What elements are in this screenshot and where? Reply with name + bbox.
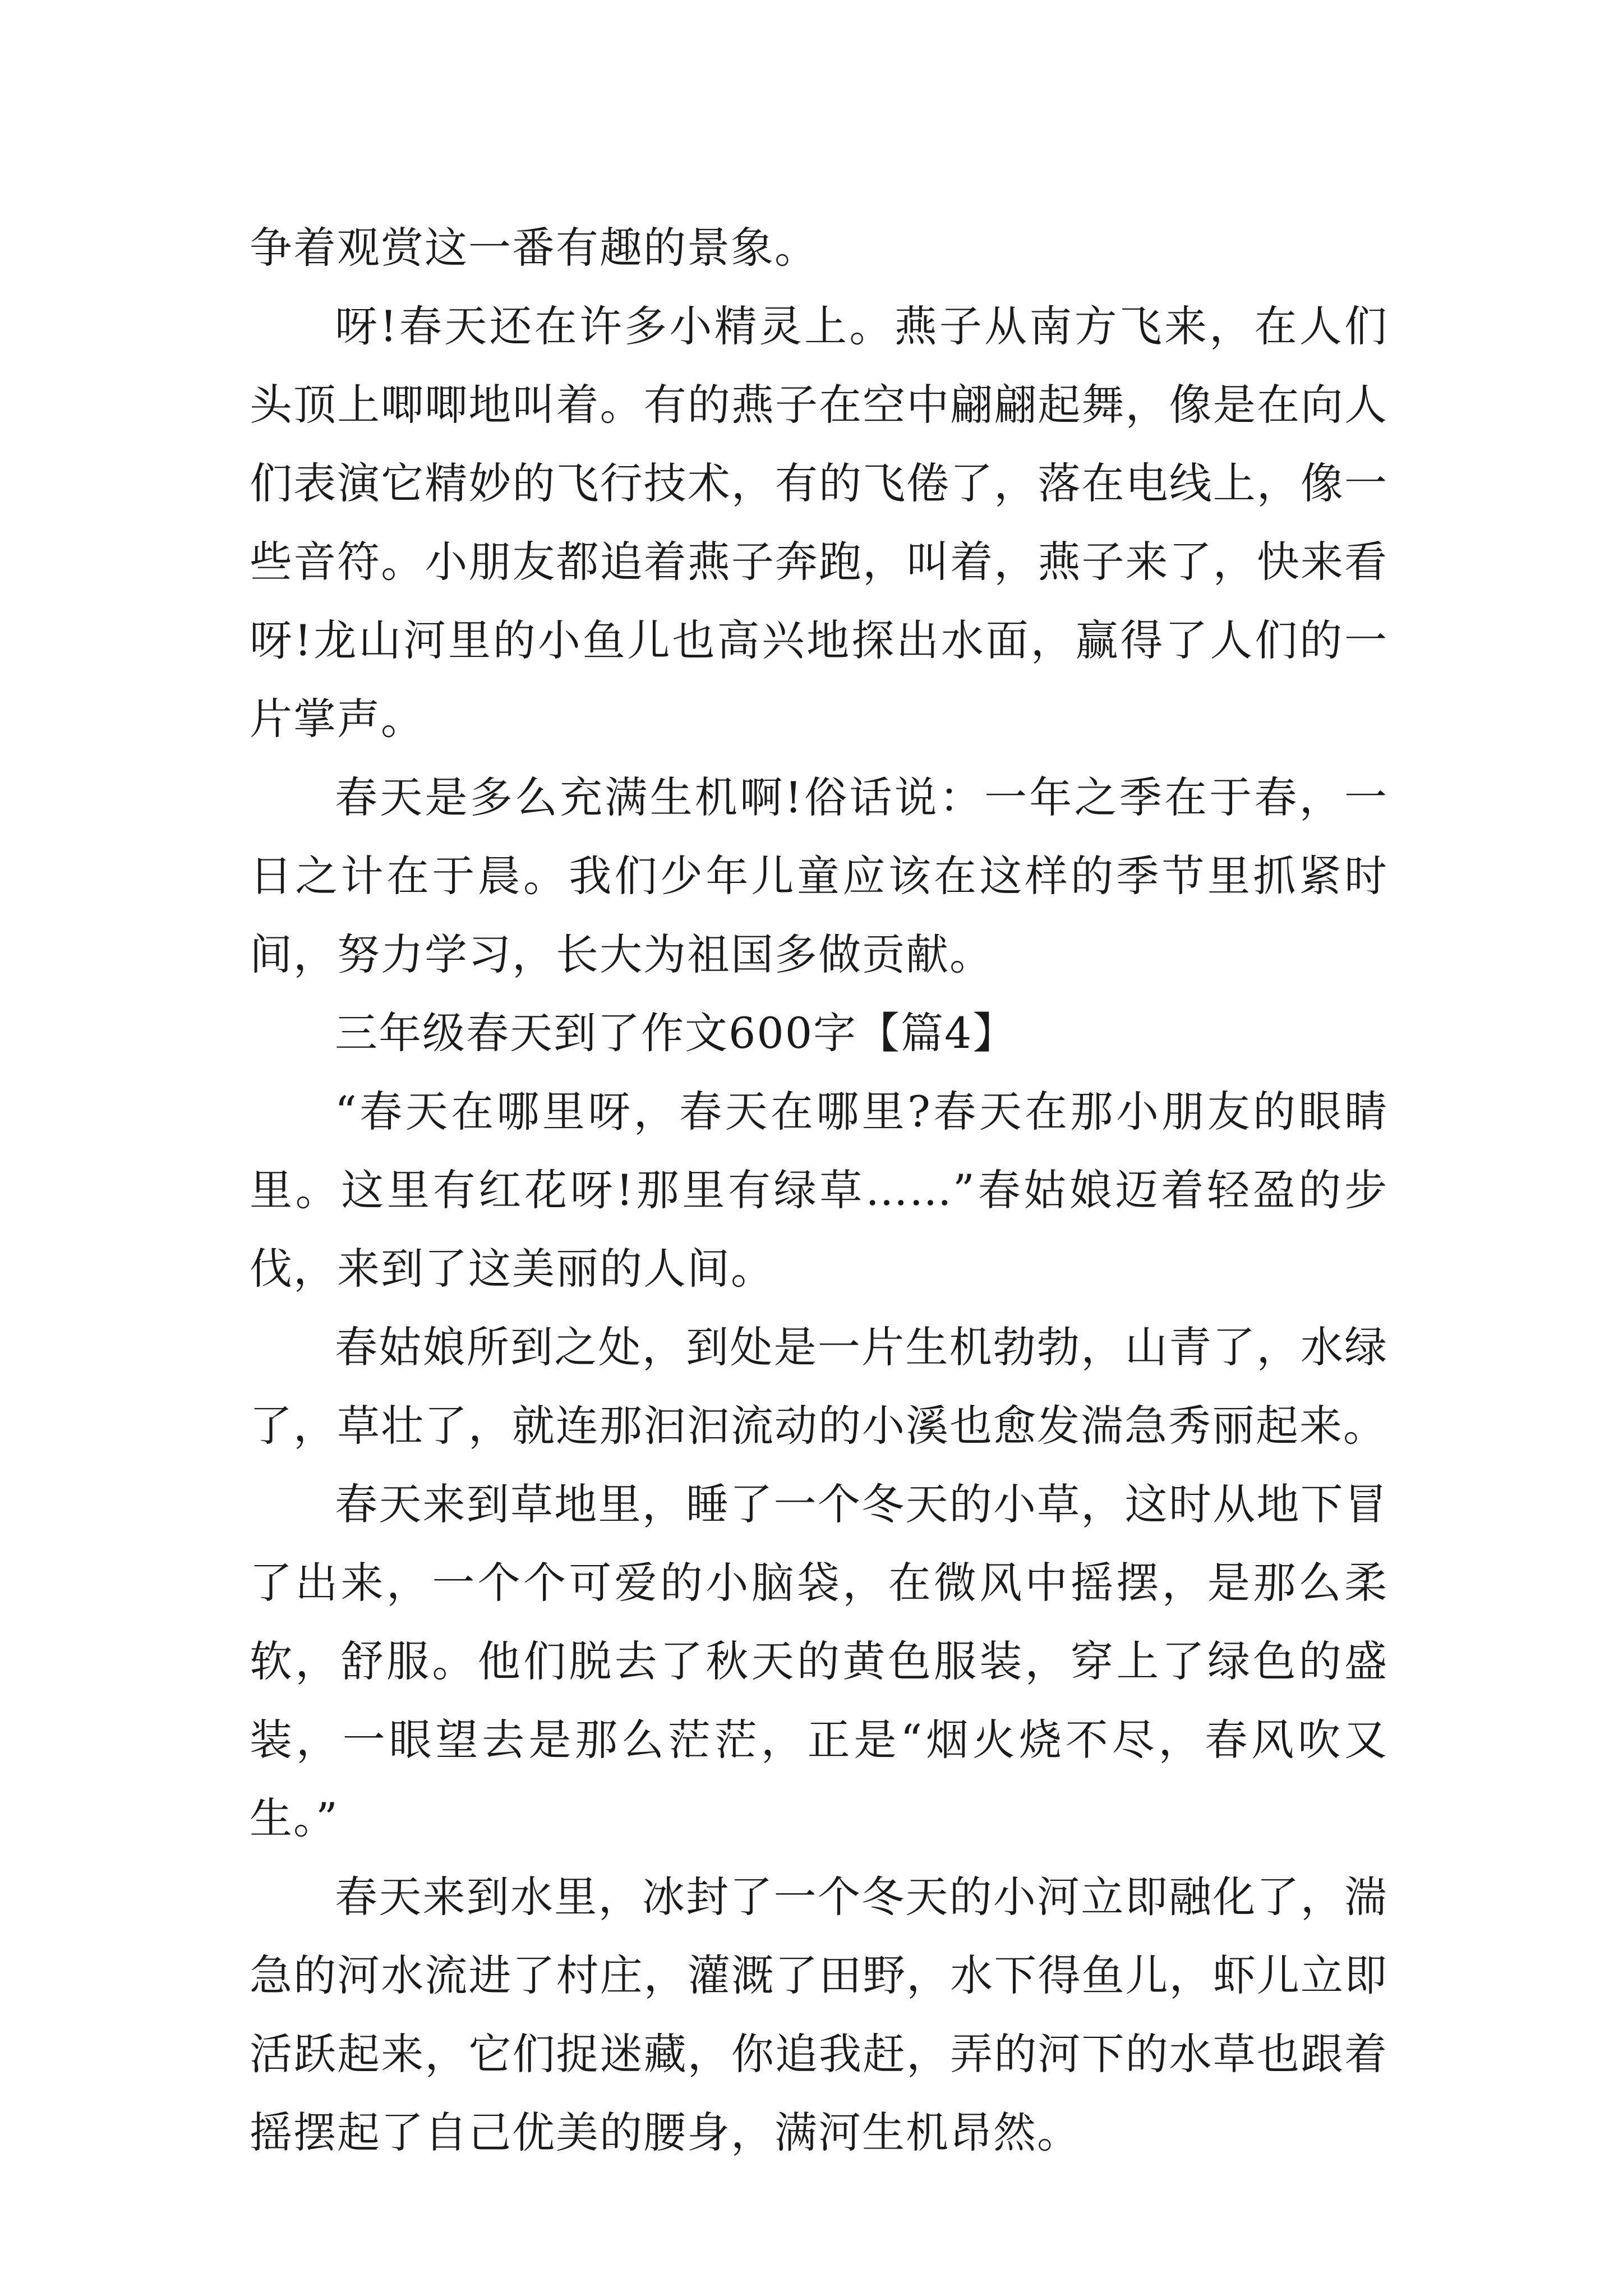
paragraph-1: 争着观赏这一番有趣的景象。: [250, 223, 818, 273]
paragraph-5: “春天在哪里呀，春天在哪里?春天在那小朋友的眼睛里。这里有红花呀!那里有绿草……”春姑娘迈着轻盈的步伐，来到了这美丽的人间。: [250, 1087, 1388, 1294]
paragraph-3: 春天是多么充满生机啊!俗话说：一年之季在于春，一日之计在于晨。我们少年儿童应该在这样的季节里抓紧时间，努力学习，长大为祖国多做贡献。: [250, 772, 1388, 979]
document-body: [250, 209, 1388, 2172]
section-heading: 三年级春天到了作文600字【篇4】: [335, 1008, 1017, 1058]
paragraph-6: 春姑娘所到之处，到处是一片生机勃勃，山青了，水绿了，草壮了，就连那汩汩流动的小溪也愈发湍急秀丽起来。: [250, 1322, 1388, 1451]
paragraph-2: 呀!春天还在许多小精灵上。燕子从南方飞来，在人们头顶上唧唧地叫着。有的燕子在空中翩翩起舞，像是在向人们表演它精妙的飞行技术，有的飞倦了，落在电线上，像一些音符。小朋友都追着燕子奔跑，叫着，燕子来了，快来看呀!龙山河里的小鱼儿也高兴地探出水面，赢得了人们的一片掌声。: [250, 301, 1388, 744]
paragraph-7: 春天来到草地里，睡了一个冬天的小草，这时从地下冒了出来，一个个可爱的小脑袋，在微风中摇摆，是那么柔软，舒服。他们脱去了秋天的黄色服装，穿上了绿色的盛装，一眼望去是那么茫茫，正是“烟火烧不尽，春风吹又生。”: [250, 1479, 1388, 1843]
paragraph-8: 春天来到水里，冰封了一个冬天的小河立即融化了，湍急的河水流进了村庄，灌溉了田野，水下得鱼儿，虾儿立即活跃起来，它们捉迷藏，你追我赶，弄的河下的水草也跟着摇摆起了自己优美的腰身，满河生机昂然。: [250, 1872, 1388, 2157]
